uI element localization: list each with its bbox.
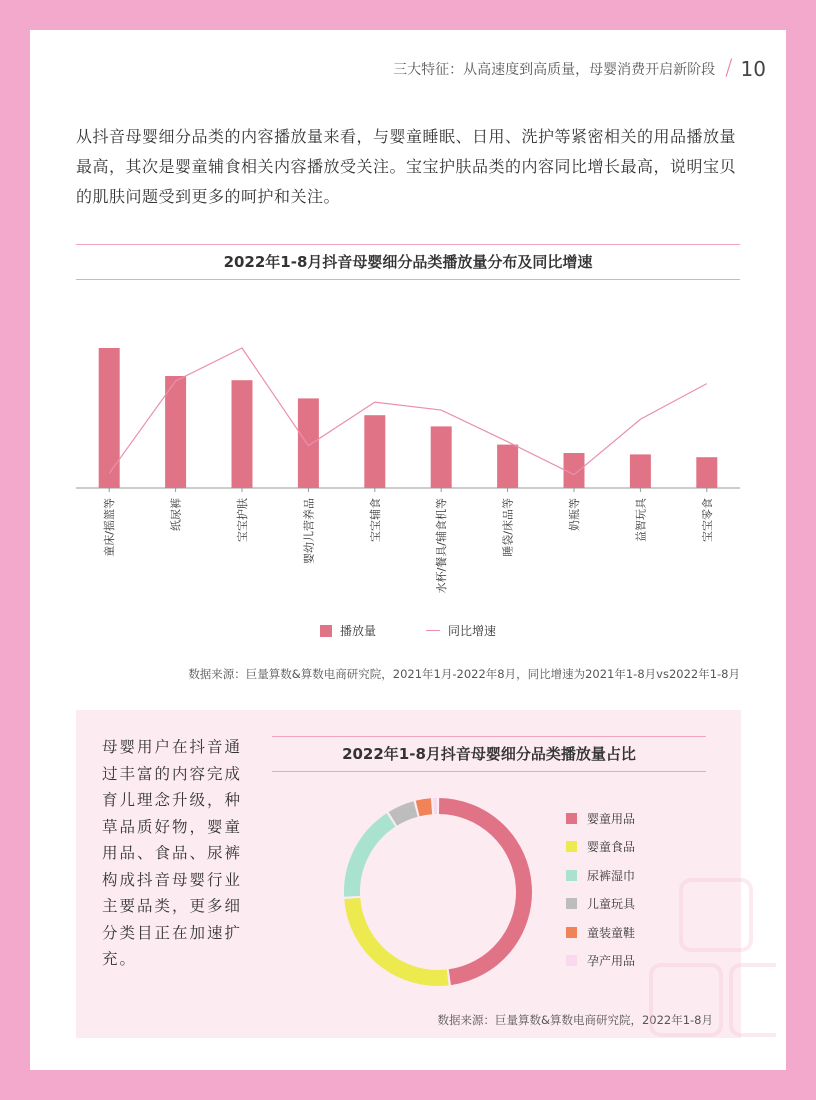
bar-chart-legend bbox=[30, 622, 786, 639]
section-title: 三大特征：从高速度到高质量，母婴消费开启新阶段 bbox=[393, 61, 716, 78]
x-tick-label: 婴幼儿营养品 bbox=[302, 498, 316, 564]
bar bbox=[696, 457, 717, 488]
intro-paragraph: 从抖音母婴细分品类的内容播放量来看，与婴童睡眠、日用、洗护等紧密相关的用品播放量最高，其次是婴童辅食相关内容播放受关注。宝宝护肤品类的内容同比增长最高，说明宝贝的肌肤问题受到更多的呵护和关注。 bbox=[76, 127, 737, 206]
report-page bbox=[30, 30, 786, 1070]
bar bbox=[431, 426, 452, 488]
donut-legend-swatch bbox=[566, 927, 577, 938]
donut-legend-label: 婴童用品 bbox=[587, 811, 636, 826]
donut-slice bbox=[418, 806, 432, 808]
donut-legend-item bbox=[566, 804, 635, 833]
donut-legend-swatch bbox=[566, 870, 577, 881]
bar bbox=[630, 454, 651, 488]
bar-chart-title: 2022年1-8月抖音母婴细分品类播放量分布及同比增速 bbox=[76, 244, 740, 280]
legend-line-swatch bbox=[426, 630, 440, 631]
bar bbox=[165, 376, 186, 488]
donut-legend bbox=[566, 804, 635, 975]
page-number: 10 bbox=[740, 56, 766, 81]
bar bbox=[298, 398, 319, 488]
donut-legend-item bbox=[566, 890, 635, 919]
donut-legend-swatch bbox=[566, 898, 577, 909]
legend-item-line bbox=[426, 622, 496, 639]
legend-item-bar bbox=[320, 622, 376, 639]
bar bbox=[99, 348, 120, 488]
donut-legend-item bbox=[566, 918, 635, 947]
bar bbox=[232, 380, 253, 488]
legend-line-label: 同比增速 bbox=[448, 624, 497, 638]
donut-legend-swatch bbox=[566, 955, 577, 966]
bar bbox=[497, 445, 518, 488]
x-tick-label: 童床/摇篮等 bbox=[103, 498, 117, 557]
legend-bar-label: 播放量 bbox=[339, 624, 376, 638]
x-tick-label: 睡袋/床品等 bbox=[501, 498, 515, 557]
bar bbox=[364, 415, 385, 488]
legend-bar-swatch bbox=[320, 625, 332, 637]
header-divider: / bbox=[725, 56, 733, 81]
donut-legend-item bbox=[566, 833, 635, 862]
bar-chart-source: 数据来源：巨量算数&算数电商研究院，2021年1月-2022年8月，同比增速为2021年1-8月vs2022年1-8月 bbox=[188, 667, 740, 681]
x-tick-label: 宝宝辅食 bbox=[368, 498, 382, 542]
donut-slice bbox=[439, 806, 524, 977]
bar-line-chart bbox=[76, 292, 740, 622]
donut-chart-source: 数据来源：巨量算数&算数电商研究院，2022年1-8月 bbox=[437, 1013, 713, 1027]
summary-panel bbox=[76, 710, 741, 1038]
x-tick-label: 水杯/餐具/辅食机等 bbox=[435, 498, 449, 594]
donut-legend-label: 童装童鞋 bbox=[587, 925, 636, 940]
donut-legend-label: 儿童玩具 bbox=[587, 897, 636, 912]
x-tick-label: 奶瓶等 bbox=[568, 498, 581, 531]
toy-blocks-watermark bbox=[646, 870, 776, 1060]
donut-slice bbox=[393, 809, 416, 819]
donut-legend-label: 尿裤湿巾 bbox=[587, 868, 636, 883]
donut-legend-label: 孕产用品 bbox=[587, 954, 636, 969]
donut-slice bbox=[352, 820, 391, 896]
page-header bbox=[393, 56, 766, 81]
donut-legend-swatch bbox=[566, 813, 577, 824]
donut-slice bbox=[352, 898, 447, 978]
x-tick-label: 纸尿裤 bbox=[169, 498, 183, 531]
x-tick-label: 宝宝护肤 bbox=[236, 498, 249, 542]
panel-paragraph: 母婴用户在抖音通过丰富的内容完成育儿理念升级，种草品质好物，婴童用品、食品、尿裤构成抖音母婴行业主要品类，更多细分类目正在加速扩充。 bbox=[102, 738, 243, 968]
donut-legend-item bbox=[566, 947, 635, 976]
x-tick-label: 益智玩具 bbox=[634, 498, 648, 542]
donut-legend-swatch bbox=[566, 841, 577, 852]
donut-legend-label: 婴童食品 bbox=[587, 840, 636, 855]
donut-legend-item bbox=[566, 861, 635, 890]
growth-line bbox=[109, 348, 707, 475]
x-tick-label: 宝宝零食 bbox=[700, 498, 714, 542]
donut-chart-title: 2022年1-8月抖音母婴细分品类播放量占比 bbox=[272, 736, 706, 772]
donut-chart bbox=[338, 792, 538, 992]
